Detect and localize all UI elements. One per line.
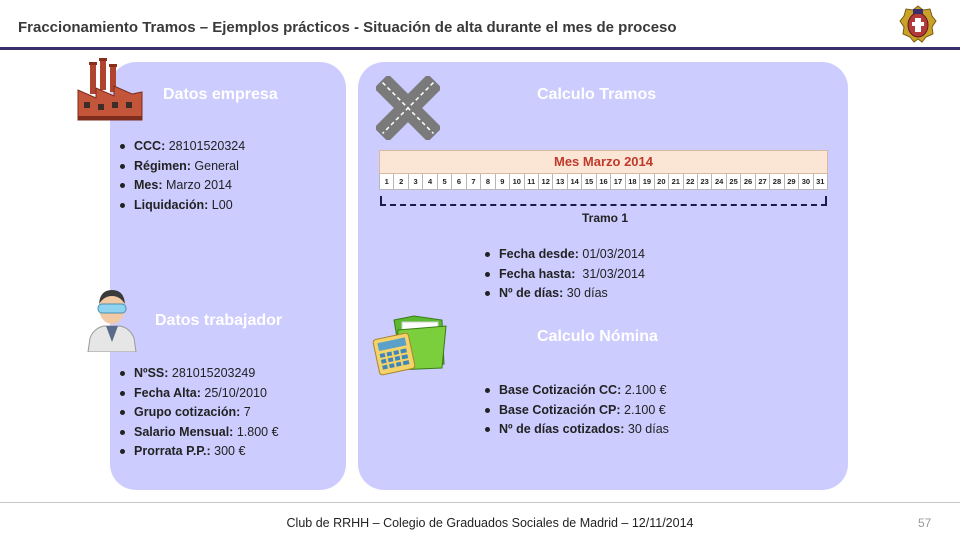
page-number: 57 (918, 516, 932, 530)
calendar-day: 29 (785, 174, 799, 190)
month-calendar (379, 150, 828, 190)
calendar-day: 6 (452, 174, 466, 190)
calendar-day: 2 (394, 174, 408, 190)
calendar-day: 17 (611, 174, 625, 190)
calendar-day: 31 (814, 174, 828, 190)
calendar-day: 15 (582, 174, 596, 190)
title-bar (0, 0, 960, 50)
worker-icon (84, 284, 140, 352)
calendar-day: 13 (553, 174, 567, 190)
calendar-day: 20 (655, 174, 669, 190)
calendar-day: 7 (467, 174, 481, 190)
calendar-day: 28 (770, 174, 784, 190)
calendar-day: 14 (568, 174, 582, 190)
datos-empresa-list (118, 137, 245, 215)
list-item: Base Cotización CP: 2.100 € (483, 401, 669, 421)
calculo-nomina-list (483, 381, 669, 440)
crest-icon (898, 4, 938, 44)
calendar-day: 16 (597, 174, 611, 190)
calendar-day: 26 (741, 174, 755, 190)
calendar-day: 3 (409, 174, 423, 190)
tramo-label: Tramo 1 (581, 211, 629, 225)
list-item: Régimen: General (118, 157, 245, 177)
calendar-day: 4 (423, 174, 437, 190)
slide-title: Fraccionamiento Tramos – Ejemplos prácticos - Situación de alta durante el mes de proceso (18, 19, 677, 36)
calendar-day: 9 (496, 174, 510, 190)
calendar-day: 10 (510, 174, 524, 190)
datos-empresa-title: Datos empresa (163, 86, 278, 103)
list-item: Liquidación: L00 (118, 196, 245, 216)
list-item: Prorrata P.P.: 300 € (118, 442, 279, 462)
list-item: Grupo cotización: 7 (118, 403, 279, 423)
tramo-bracket (380, 196, 827, 206)
calendar-day: 24 (712, 174, 726, 190)
footer-text: Club de RRHH – Colegio de Graduados Sociales de Madrid – 12/11/2014 (286, 516, 694, 530)
datos-trabajador-title: Datos trabajador (155, 312, 283, 329)
calendar-day: 27 (756, 174, 770, 190)
calendar-day: 18 (626, 174, 640, 190)
calculator-folder-icon (372, 312, 450, 378)
calculo-nomina-title: Calculo Nómina (537, 328, 658, 345)
calendar-day: 25 (727, 174, 741, 190)
list-item: CCC: 28101520324 (118, 137, 245, 157)
crossroads-icon (376, 76, 440, 140)
calendar-day: 1 (380, 174, 394, 190)
list-item: Mes: Marzo 2014 (118, 176, 245, 196)
list-item: Fecha desde: 01/03/2014 (483, 245, 645, 265)
list-item: Fecha Alta: 25/10/2010 (118, 384, 279, 404)
list-item: Nº de días cotizados: 30 días (483, 420, 669, 440)
calendar-title: Mes Marzo 2014 (379, 150, 828, 174)
title-rule (0, 47, 960, 50)
calendar-day: 22 (684, 174, 698, 190)
list-item: Salario Mensual: 1.800 € (118, 423, 279, 443)
list-item: NºSS: 281015203249 (118, 364, 279, 384)
calendar-day: 21 (669, 174, 683, 190)
list-item: Fecha hasta: 31/03/2014 (483, 265, 645, 285)
list-item: Nº de días: 30 días (483, 284, 645, 304)
calculo-tramos-list (483, 245, 645, 304)
calendar-day: 19 (640, 174, 654, 190)
calendar-day: 8 (481, 174, 495, 190)
calendar-day: 5 (438, 174, 452, 190)
footer-rule (0, 502, 960, 503)
calculo-tramos-title: Calculo Tramos (537, 86, 657, 103)
calendar-days (379, 174, 828, 190)
calendar-day: 12 (539, 174, 553, 190)
calendar-day: 23 (698, 174, 712, 190)
calendar-day: 30 (799, 174, 813, 190)
factory-icon (74, 58, 146, 124)
datos-trabajador-list (118, 364, 279, 462)
list-item: Base Cotización CC: 2.100 € (483, 381, 669, 401)
calendar-day: 11 (525, 174, 539, 190)
